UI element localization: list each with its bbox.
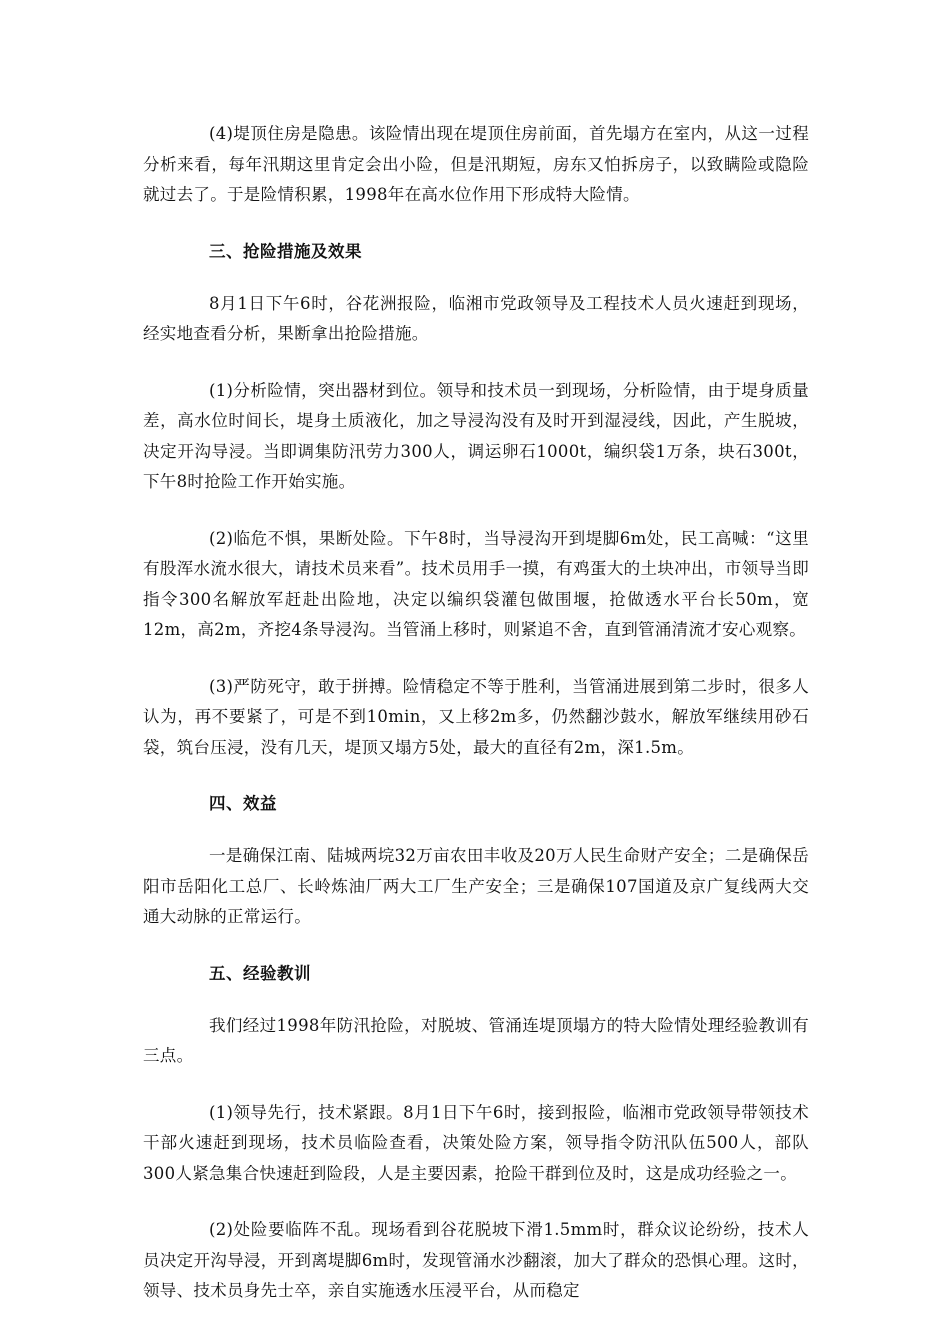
paragraph-lesson-2: (2)处险要临阵不乱。现场看到谷花脱坡下滑1.5mm时，群众议论纷纷，技术人员决定开沟导浸，开到离堤脚6m时，发现管涌水沙翻滚，加大了群众的恐惧心理。这时，领导、技术员身先士卒，亲自实施透水压浸平台，从而稳定 bbox=[143, 1220, 809, 1300]
paragraph-measure-1: (1)分析险情，突出器材到位。领导和技术员一到现场，分析险情，由于堤身质量差，高水位时间长，堤身土质液化，加之导浸沟没有及时开到湿浸线，因此，产生脱坡，决定开沟导浸。当即调集防汛劳力300人，调运卵石1000t，编织袋1万条，块石300t，下午8时抢险工作开始实施。 bbox=[143, 380, 809, 491]
section-heading-measures: 三、抢险措施及效果 bbox=[209, 241, 362, 261]
section-heading-benefits: 四、效益 bbox=[209, 794, 277, 813]
section-heading-lessons: 五、经验教训 bbox=[209, 963, 311, 983]
document-page bbox=[143, 119, 809, 1307]
paragraph-lessons-intro: 我们经过1998年防汛抢险，对脱坡、管涌连堤顶塌方的特大险情处理经验教训有三点。 bbox=[143, 1015, 809, 1065]
paragraph-benefits: 一是确保江南、陆城两垸32万亩农田丰收及20万人民生命财产安全；二是确保岳阳市岳阳化工总厂、长岭炼油厂两大工厂生产安全；三是确保107国道及京广复线两大交通大动脉的正常运行。 bbox=[143, 846, 809, 926]
paragraph-measure-2: (2)临危不惧，果断处险。下午8时，当导浸沟开到堤脚6m处，民工高喊：“这里有股浑水流水很大，请技术员来看”。技术员用手一摸，有鸡蛋大的土块冲出，市领导当即指令300名解放军赶赴出险地，决定以编织袋灌包做围堰，抢做透水平台长50m，宽12m，高2m，齐挖4条导浸沟。当管涌上移时，则紧追不舍，直到管涌清流才安心观察。 bbox=[143, 528, 809, 639]
paragraph-measure-3: (3)严防死守，敢于拼搏。险情稳定不等于胜利，当管涌进展到第二步时，很多人认为，再不要紧了，可是不到10min，又上移2m多，仍然翻沙鼓水，解放军继续用砂石袋，筑台压浸，没有几天，堤顶又塌方5处，最大的直径有2m，深1.5m。 bbox=[143, 676, 809, 757]
paragraph-lesson-1: (1)领导先行，技术紧跟。8月1日下午6时，接到报险，临湘市党政领导带领技术干部火速赶到现场，技术员临险查看，决策处险方案，领导指令防汛队伍500人，部队300人紧急集合快速赶到险段，人是主要因素，抢险干群到位及时，这是成功经验之一。 bbox=[143, 1102, 809, 1183]
paragraph-hazard-4: (4)堤顶住房是隐患。该险情出现在堤顶住房前面，首先塌方在室内，从这一过程分析来看，每年汛期这里肯定会出小险，但是汛期短，房东又怕拆房子，以致瞒险或隐险就过去了。于是险情积累，1998年在高水位作用下形成特大险情。 bbox=[143, 124, 809, 204]
paragraph-report: 8月1日下午6时，谷花洲报险，临湘市党政领导及工程技术人员火速赶到现场，经实地查看分析，果断拿出抢险措施。 bbox=[143, 293, 809, 343]
